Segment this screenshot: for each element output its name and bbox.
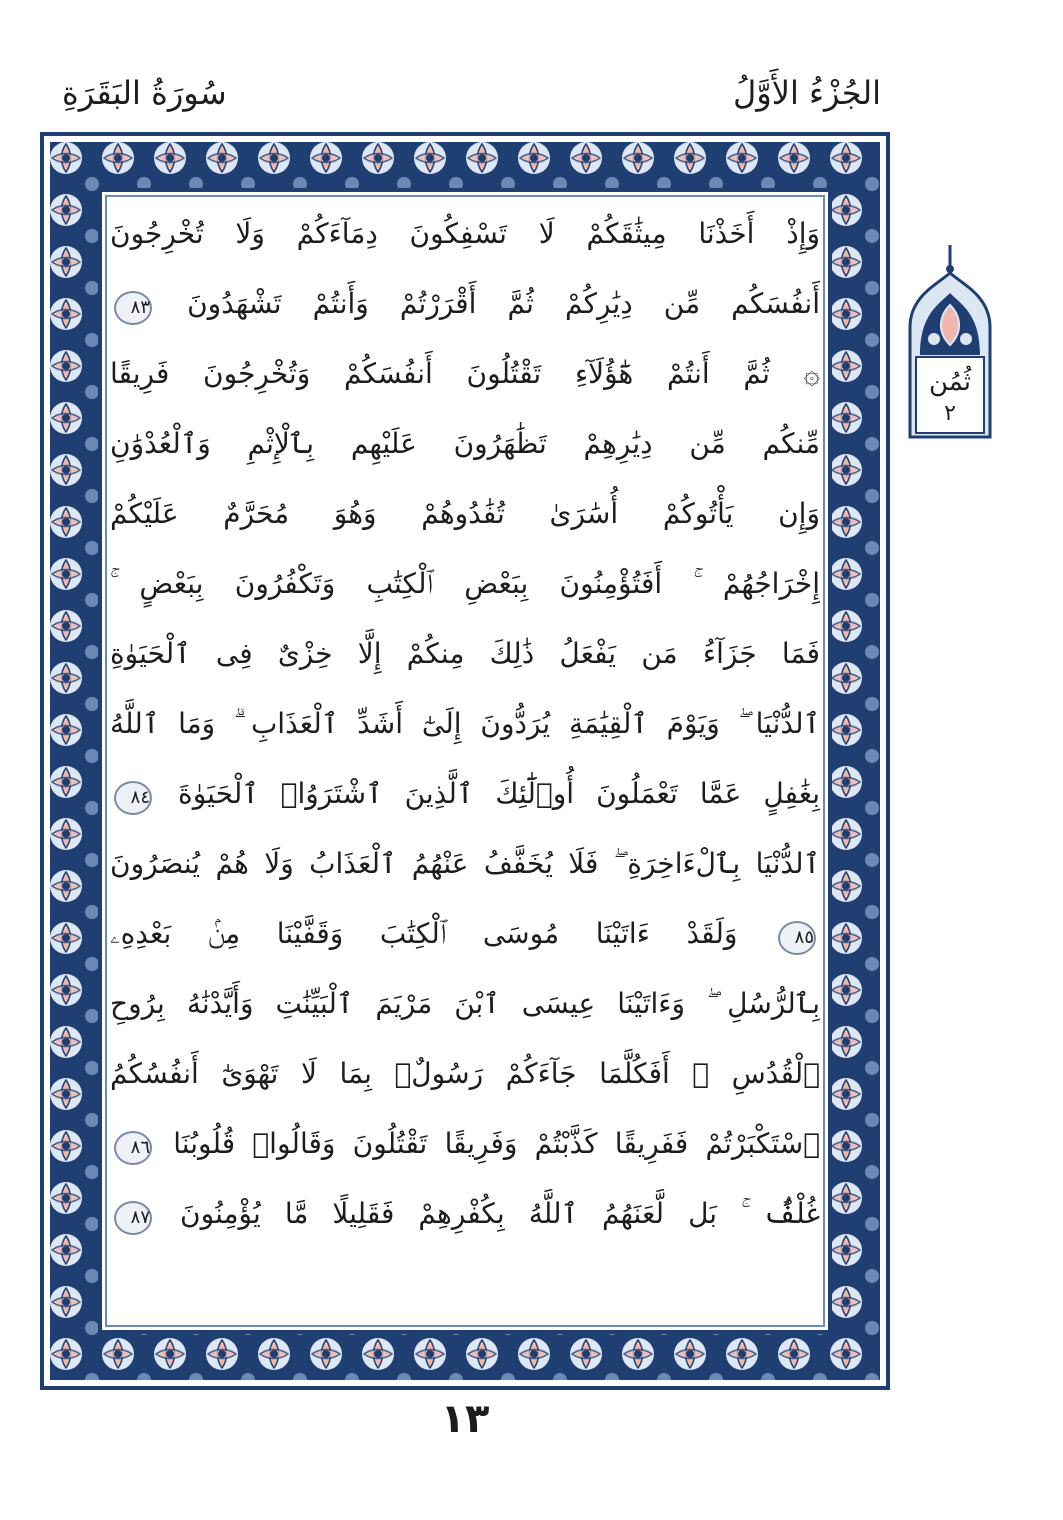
ayah-end-marker: ٨٧: [114, 1201, 152, 1235]
ayah-end-marker: ٨٥: [778, 921, 816, 955]
ayah-end-marker: ٨٦: [114, 1131, 152, 1165]
verse-line-14: ٱسْتَكْبَرْتُمْ فَفَرِيقًا كَذَّبْتُمْ وَفَرِيقًا تَقْتُلُونَ وَقَالُوا۟ قُلُوبُنَا ٨٦: [110, 1110, 820, 1177]
verse-line-13: ٱلْقُدُسِ ۗ أَفَكُلَّمَا جَآءَكُمْ رَسُولٌۢ بِمَا لَا تَهْوَىٰٓ أَنفُسُكُمُ: [110, 1057, 820, 1090]
verse-line-8: ٱلدُّنْيَا ۖ وَيَوْمَ ٱلْقِيَٰمَةِ يُرَدُّونَ إِلَىٰٓ أَشَدِّ ٱلْعَذَابِ ۗ وَمَا ٱللَّهُ: [110, 707, 820, 740]
verse-line-9: بِغَٰفِلٍ عَمَّا تَعْمَلُونَ أُو۟لَٰٓئِكَ ٱلَّذِينَ ٱشْتَرَوُا۟ ٱلْحَيَوٰةَ ٨٤: [110, 760, 820, 827]
ayah-end-marker: ٨٤: [114, 781, 152, 815]
verse-line-6: إِخْرَاجُهُمْ ۚ أَفَتُؤْمِنُونَ بِبَعْضِ ٱلْكِتَٰبِ وَتَكْفُرُونَ بِبَعْضٍ ۚ: [110, 567, 820, 600]
verse-lines: [110, 200, 820, 1320]
hizb-quarter-marker: [906, 245, 994, 441]
juz-title: الجُزْءُ الأَوَّلُ: [732, 74, 881, 112]
verse-line-3: ۞ ثُمَّ أَنتُمْ هَٰٓؤُلَآءِ تَقْتُلُونَ أَنفُسَكُمْ وَتُخْرِجُونَ فَرِيقًا: [110, 357, 820, 390]
verse-line-5: وَإِن يَأْتُوكُمْ أُسَٰرَىٰ تُفَٰدُوهُمْ وَهُوَ مُحَرَّمٌ عَلَيْكُمْ: [110, 497, 820, 530]
verse-line-1: وَإِذْ أَخَذْنَا مِيثَٰقَكُمْ لَا تَسْفِكُونَ دِمَآءَكُمْ وَلَا تُخْرِجُونَ: [110, 217, 820, 250]
verse-line-15: غُلْفٌۢ ۚ بَل لَّعَنَهُمُ ٱللَّهُ بِكُفْرِهِمْ فَقَلِيلًا مَّا يُؤْمِنُونَ ٨٧: [110, 1180, 820, 1247]
verse-line-12: بِٱلرُّسُلِ ۖ وَءَاتَيْنَا عِيسَى ٱبْنَ مَرْيَمَ ٱلْبَيِّنَٰتِ وَأَيَّدْنَٰهُ بِرُوحِ: [110, 987, 820, 1020]
verse-line-11: ٨٥ وَلَقَدْ ءَاتَيْنَا مُوسَى ٱلْكِتَٰبَ وَقَفَّيْنَا مِنۢ بَعْدِهِۦ: [110, 900, 820, 967]
verse-line-10: ٱلدُّنْيَا بِٱلْءَاخِرَةِ ۖ فَلَا يُخَفَّفُ عَنْهُمُ ٱلْعَذَابُ وَلَا هُمْ يُنصَرُونَ: [110, 847, 820, 880]
hizb-number: ٢: [944, 401, 956, 426]
page-number: ١٣: [440, 1396, 490, 1442]
ayah-end-marker: ٨٣: [114, 291, 152, 325]
hizb-label: ثُمُن: [928, 367, 972, 397]
verse-line-2: أَنفُسَكُم مِّن دِيَٰرِكُمْ ثُمَّ أَقْرَرْتُمْ وَأَنتُمْ تَشْهَدُونَ ٨٣: [110, 270, 820, 337]
verse-text-area: [110, 200, 820, 1320]
verse-line-4: مِّنكُم مِّن دِيَٰرِهِمْ تَظَٰهَرُونَ عَلَيْهِم بِٱلْإِثْمِ وَٱلْعُدْوَٰنِ: [110, 427, 820, 460]
surah-title: سُورَةُ البَقَرَةِ: [62, 74, 227, 112]
verse-line-7: فَمَا جَزَآءُ مَن يَفْعَلُ ذَٰلِكَ مِنكُمْ إِلَّا خِزْىٌ فِى ٱلْحَيَوٰةِ: [110, 637, 820, 670]
